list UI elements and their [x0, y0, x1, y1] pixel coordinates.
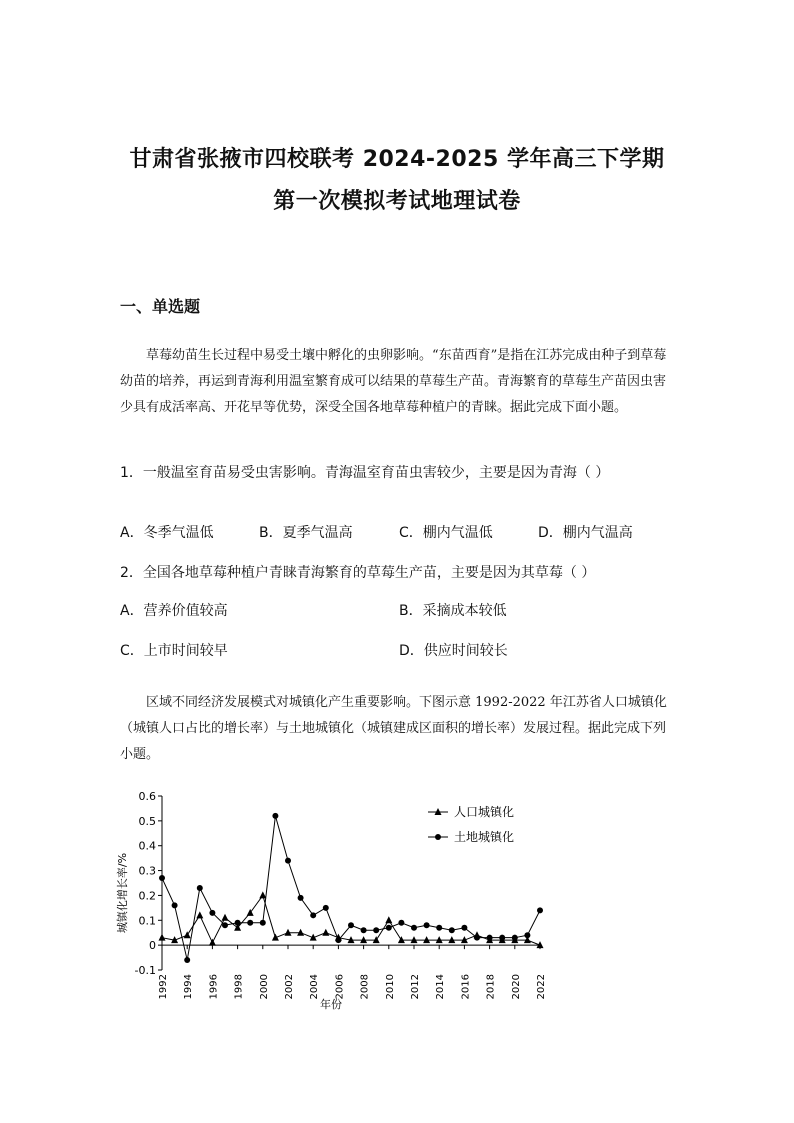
data-point-circle — [298, 895, 304, 901]
passage-strawberry-text: 草莓幼苗生长过程中易受土壤中孵化的虫卵影响。“东苗西育”是指在江苏完成由种子到草莓幼苗的培养，再运到青海利用温室繁育成可以结果的草莓生产苗。青海繁育的草莓生产苗因虫害少具有成活率高、开花早等优势，深受全国各地草莓种植户的青睐。据此完成下面小题。 — [120, 348, 667, 415]
legend-label: 人口城镇化 — [454, 805, 515, 819]
passage-urbanization — [120, 690, 676, 768]
y-tick-label: 0.6 — [138, 790, 156, 803]
chart-legend — [428, 804, 514, 844]
question-2-option-c[interactable]: C．上市时间较早 — [120, 643, 228, 659]
x-tick-label: 2022 — [536, 974, 547, 1000]
data-point-triangle — [322, 929, 329, 936]
data-point-circle — [260, 920, 266, 926]
data-point-circle — [159, 875, 165, 881]
y-tick-label: 0.4 — [138, 839, 156, 853]
legend-label: 土地城镇化 — [454, 830, 515, 844]
data-point-triangle — [385, 916, 392, 923]
question-2-option-a[interactable]: A．营养价值较高 — [120, 603, 228, 619]
exam-title-line1: 甘肃省张掖市四校联考 2024-2025 学年高三下学期 — [129, 147, 665, 172]
data-point-triangle — [222, 914, 229, 921]
y-tick-label: 0.3 — [138, 864, 156, 878]
data-point-triangle — [159, 934, 166, 941]
x-tick-label: 2012 — [410, 974, 421, 1000]
question-2-option-d[interactable]: D．供应时间较长 — [399, 643, 508, 659]
y-tick-label: 0.2 — [138, 889, 156, 903]
y-tick-label: 0.5 — [138, 814, 156, 828]
section-heading: 一、单选题 — [120, 297, 201, 316]
data-point-circle — [285, 858, 291, 864]
data-point-circle — [323, 905, 329, 911]
x-tick-label: 2000 — [258, 974, 270, 1000]
data-point-circle — [386, 925, 392, 931]
data-point-circle — [398, 920, 404, 926]
x-tick-label: 2008 — [359, 974, 371, 1000]
question-2-stem: 2．全国各地草莓种植户青睐青海繁育的草莓生产苗，主要是因为其草莓（ ） — [120, 565, 596, 581]
data-point-circle — [172, 902, 178, 908]
chart-axes — [135, 790, 547, 999]
chart-y-axis-label: 城镇化增长率/% — [116, 852, 129, 934]
x-tick-label: 2006 — [334, 974, 346, 1000]
data-point-circle — [424, 922, 430, 928]
x-tick-label: 1992 — [158, 974, 169, 1000]
data-point-circle — [235, 920, 241, 926]
x-tick-label: 2016 — [460, 974, 472, 1000]
question-1-option-c[interactable]: C．棚内气温低 — [399, 525, 493, 541]
passage-strawberry — [120, 343, 676, 421]
chart-x-axis-label: 年份 — [320, 998, 342, 1011]
data-point-circle — [184, 957, 190, 963]
data-point-circle — [499, 935, 505, 941]
data-point-circle — [335, 937, 341, 943]
question-1-stem: 1．一般温室育苗易受虫害影响。青海温室育苗虫害较少，主要是因为青海（ ） — [120, 465, 610, 481]
data-point-triangle — [196, 911, 203, 918]
question-1-option-d[interactable]: D．棚内气温高 — [538, 525, 633, 541]
x-tick-label: 1998 — [233, 974, 245, 1000]
x-tick-label: 2018 — [485, 974, 497, 1000]
data-point-circle — [449, 927, 455, 933]
data-point-circle — [272, 813, 278, 819]
y-tick-label: -0.1 — [134, 964, 156, 977]
x-tick-label: 1996 — [208, 974, 220, 1000]
question-1-option-a[interactable]: A．冬季气温低 — [120, 525, 214, 541]
data-point-circle — [247, 920, 253, 926]
data-point-circle — [209, 910, 215, 916]
x-tick-label: 1994 — [183, 974, 195, 1000]
legend-marker-circle — [435, 834, 441, 840]
y-tick-label: 0.1 — [138, 914, 156, 928]
data-point-circle — [461, 925, 467, 931]
data-point-circle — [537, 907, 543, 913]
data-point-circle — [474, 935, 480, 941]
data-point-circle — [197, 885, 203, 891]
x-tick-label: 2004 — [309, 974, 321, 1000]
data-point-triangle — [209, 939, 216, 946]
question-1-option-b[interactable]: B．夏季气温高 — [259, 525, 353, 541]
data-point-circle — [487, 935, 493, 941]
data-point-circle — [310, 912, 316, 918]
data-point-circle — [524, 932, 530, 938]
x-tick-label: 2010 — [384, 974, 396, 1000]
data-point-circle — [436, 925, 442, 931]
exam-title-line2: 第一次模拟考试地理试卷 — [273, 189, 521, 214]
data-point-circle — [373, 927, 379, 933]
data-point-circle — [411, 925, 417, 931]
x-tick-label: 2002 — [284, 974, 295, 1000]
data-point-circle — [222, 922, 228, 928]
data-point-circle — [361, 927, 367, 933]
x-tick-label: 2014 — [435, 974, 447, 1000]
x-tick-label: 2020 — [510, 974, 522, 1000]
question-2-option-b[interactable]: B．采摘成本较低 — [399, 603, 507, 619]
passage-urbanization-text: 区域不同经济发展模式对城镇化产生重要影响。下图示意 1992-2022 年江苏省人口城镇化（城镇人口占比的增长率）与土地城镇化（城镇建成区面积的增长率）发展过程。据此完成下列小题。 — [120, 695, 667, 762]
data-point-circle — [512, 935, 518, 941]
y-tick-label: 0 — [149, 939, 156, 953]
urbanization-chart — [110, 786, 550, 1016]
data-point-circle — [348, 922, 354, 928]
data-point-triangle — [259, 891, 266, 898]
